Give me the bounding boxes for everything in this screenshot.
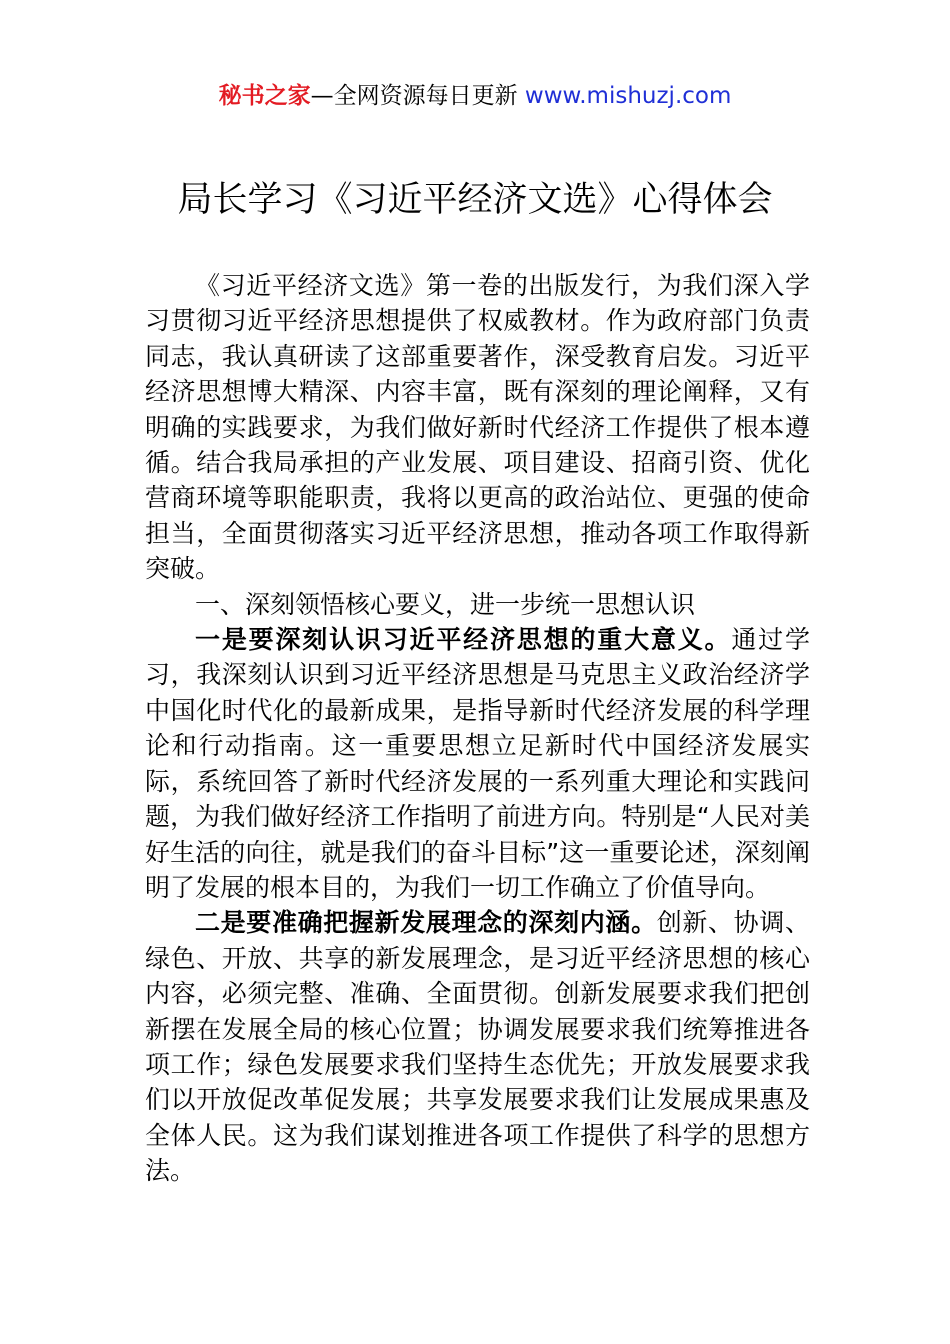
point-paragraph-1: [145, 622, 810, 905]
intro-paragraph: 《习近平经济文选》第一卷的出版发行，为我们深入学习贯彻习近平经济思想提供了权威教材。作为政府部门负责同志，我认真研读了这部重要著作，深受教育启发。习近平经济思想博大精深、内容丰富，既有深刻的理论阐释，又有明确的实践要求，为我们做好新时代经济工作提供了根本遵循。结合我局承担的产业发展、项目建设、招商引资、优化营商环境等职能职责，我将以更高的政治站位、更强的使命担当，全面贯彻落实习近平经济思想，推动各项工作取得新突破。: [145, 271, 810, 584]
point-body-1: 通过学习，我深刻认识到习近平经济思想是马克思主义政治经济学中国化时代化的最新成果，是指导新时代经济发展的科学理论和行动指南。这一重要思想立足新时代中国经济发展实际，系统回答了新时代经济发展的一系列重大理论和实践问题，为我们做好经济工作指明了前进方向。特别是“人民对美好生活的向往，就是我们的奋斗目标”这一重要论述，深刻阐明了发展的根本目的，为我们一切工作确立了价值导向。: [145, 625, 810, 902]
document-body: [145, 268, 810, 1189]
point-lead-1: 一是要深刻认识习近平经济思想的重大意义。: [195, 625, 732, 655]
site-header: [0, 80, 950, 112]
document-title: 局长学习《习近平经济文选》心得体会: [177, 180, 773, 220]
site-brand: 秘书之家: [218, 83, 311, 109]
site-tagline: —全网资源每日更新: [310, 83, 518, 109]
section-heading-1: 一、深刻领悟核心要义，进一步统一思想认识: [195, 589, 696, 619]
point-paragraph-2: [145, 905, 810, 1188]
point-lead-2: 二是要准确把握新发展理念的深刻内涵。: [195, 908, 657, 938]
site-url-link[interactable]: www.mishuzj.com: [524, 83, 732, 109]
point-body-2: 创新、协调、绿色、开放、共享的新发展理念，是习近平经济思想的核心内容，必须完整、准确、全面贯彻。创新发展要求我们把创新摆在发展全局的核心位置；协调发展要求我们统筹推进各项工作；绿色发展要求我们坚持生态优先；开放发展要求我们以开放促改革促发展；共享发展要求我们让发展成果惠及全体人民。这为我们谋划推进各项工作提供了科学的思想方法。: [145, 908, 810, 1186]
